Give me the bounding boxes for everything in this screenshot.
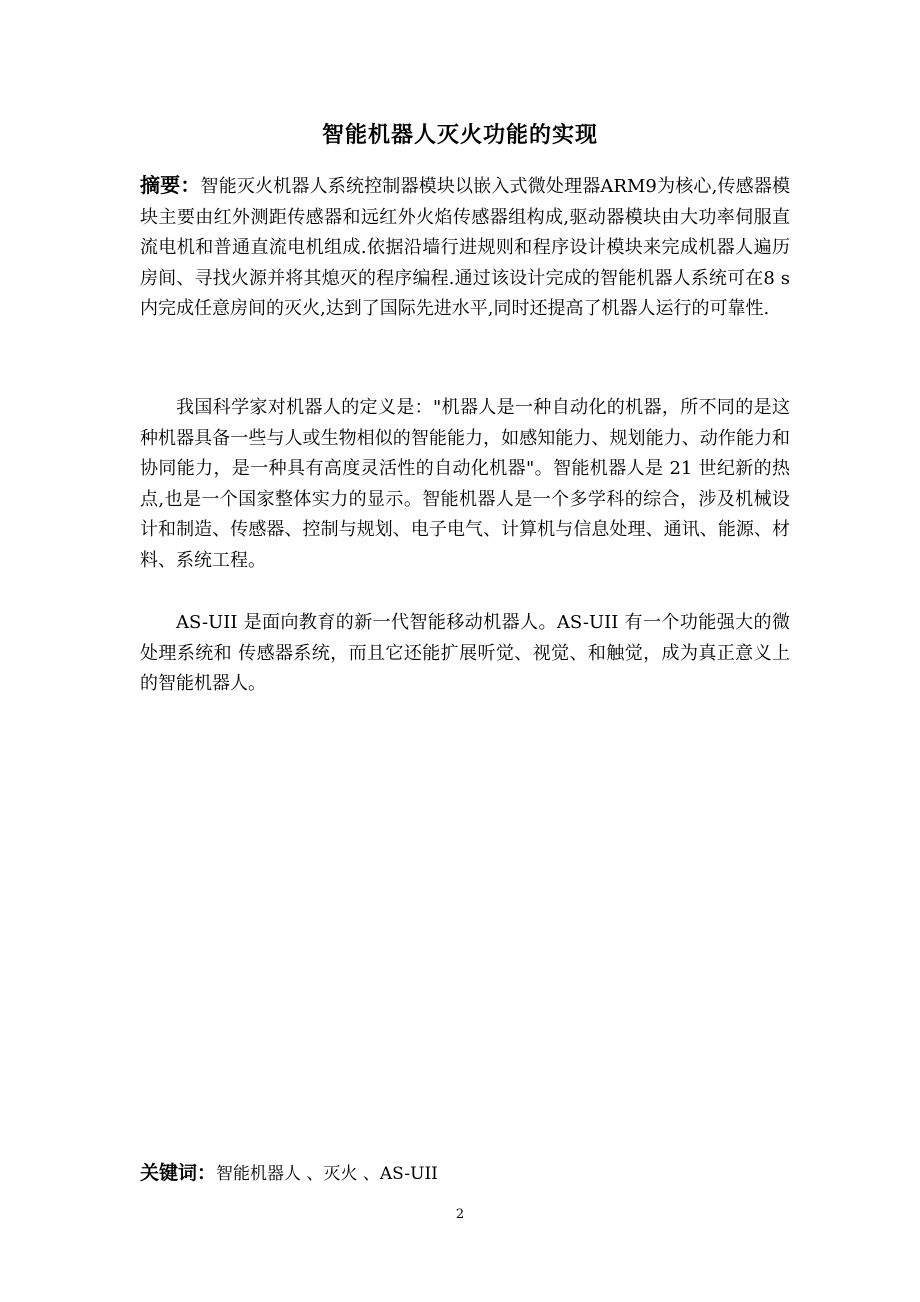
abstract-text: 智能灭火机器人系统控制器模块以嵌入式微处理器ARM9为核心,传感器模块主要由红外测距传感器和远红外火焰传感器组构成,驱动器模块由大功率伺服直流电机和普通直流电机组成.依据沿墙行进规则和程序设计模块来完成机器人遍历房间、寻找火源并将其熄灭的程序编程.通过该设计完成的智能机器人系统可在8 s内完成任意房间的灭火,达到了国际先进水平,同时还提高了机器人运行的可靠性. [140,176,790,319]
abstract-label: 摘要： [140,173,201,197]
document-title: 智能机器人灭火功能的实现 [321,123,598,148]
keywords-text: 智能机器人 、灭火 、AS-UII [216,1164,438,1184]
body-paragraph-definition: 我国科学家对机器人的定义是："机器人是一种自动化的机器，所不同的是这种机器具备一些与人或生物相似的智能能力，如感知能力、规划能力、动作能力和协同能力，是一种具有高度灵活性的自动化机器"。智能机器人是 21 世纪新的热点,也是一个国家整体实力的显示。智能机器人是一个多学科的综合，涉及机械设计和制造、传感器、控制与规划、电子电气、计算机与信息处理、通讯、能源、材料、系统工程。 [140,397,790,571]
body-paragraph-as-uii: AS-UII 是面向教育的新一代智能移动机器人。AS-UII 有一个功能强大的微处理系统和 传感器系统，而且它还能扩展听觉、视觉、和触觉，成为真正意义上的智能机器人。 [140,612,790,694]
abstract-section [140,170,790,325]
page-number: 2 [455,1207,465,1222]
keywords-label: 关键词： [140,1162,217,1184]
keywords-section [140,1158,790,1185]
